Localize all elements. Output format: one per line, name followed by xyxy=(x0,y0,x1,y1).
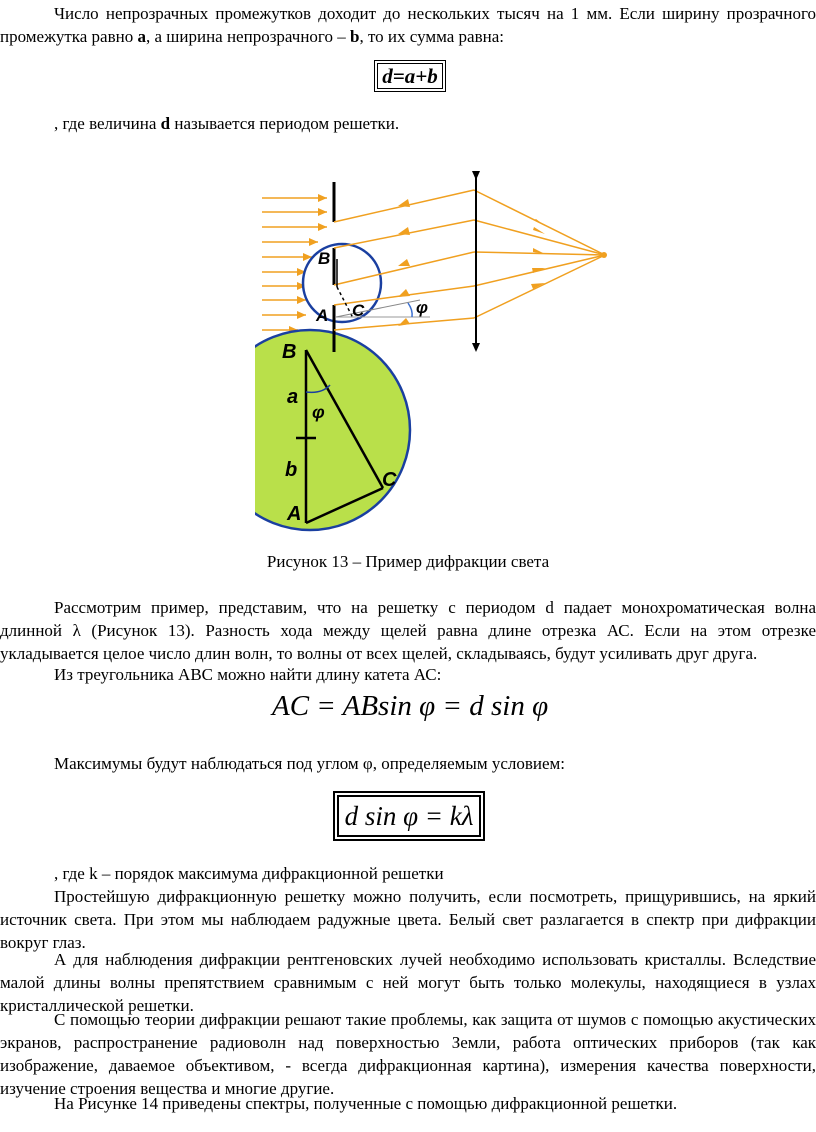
diffraction-figure xyxy=(255,160,615,540)
paragraph-intro: Число непрозрачных промежутков доходит до нескольких тысяч на 1 мм. Если ширину прозрачного промежутка равно a, а ширина непрозрачного – b, то их сумма равна: xyxy=(0,4,816,46)
label-b: b xyxy=(285,459,298,481)
paragraph-order: , где k – порядок максимума дифракционной решетки xyxy=(54,864,444,883)
paragraph-simple-grating: Простейшую дифракционную решетку можно получить, если посмотреть, прищурившись, на яркий источник света. При этом мы наблюдаем радужные цвета. Белый свет разлагается в спектр при дифракции вокруг глаз. xyxy=(0,887,816,952)
label-A-top: A xyxy=(316,306,329,325)
figure-caption: Рисунок 13 – Пример дифракции света xyxy=(266,552,550,571)
formula-ac: AC = ABsin φ = d sin φ xyxy=(272,690,549,722)
label-A: A xyxy=(287,503,302,525)
label-B: B xyxy=(282,341,297,363)
formula-period: d=a+b xyxy=(374,60,446,92)
label-phi: φ xyxy=(312,402,325,422)
paragraph-triangle: Из треугольника АВС можно найти длину катета АС: xyxy=(54,665,442,684)
paragraph-maxima: Максимумы будут наблюдаться под углом φ, определяемым условием: xyxy=(54,754,566,773)
paragraph-example: Рассмотрим пример, представим, что на решетку с периодом d падает монохроматическая волна длинной λ (Рисунок 13). Разность хода между щелей равна длине отрезка АС. Если на этом отрезке укладывается целое число длин волн, то волны от всех щелей, складываясь, будут усиливать друг друга. xyxy=(0,598,816,663)
paragraph-figure14: На Рисунке 14 приведены спектры, полученные с помощью дифракционной решетки. xyxy=(54,1094,678,1113)
paragraph-period-definition: , где величина d называется периодом решетки. xyxy=(54,114,400,133)
label-C: C xyxy=(382,469,397,491)
paragraph-applications: С помощью теории дифракции решают такие проблемы, как защита от шумов с помощью акустических экранов, распространение радиоволн над поверхностью Земли, работа оптических приборов (так как изображение, даваемое объективом, - всегда дифракционная картина), измерения качества поверхности, изучение строения вещества и многие другие. xyxy=(0,1010,816,1098)
magnified-circle xyxy=(255,330,410,530)
label-C-top: C xyxy=(352,301,365,320)
label-B-top: B xyxy=(318,249,331,268)
label-phi-top: φ xyxy=(416,298,428,317)
formula-grating: d sin φ = kλ xyxy=(333,791,485,841)
label-a: a xyxy=(287,386,299,408)
paragraph-xray: А для наблюдения дифракции рентгеновских лучей необходимо использовать кристаллы. Вследствие малой длины волны препятствием сравнимым с ней могут быть только молекулы, находящиеся в узлах кристаллической решетки. xyxy=(0,950,816,1015)
